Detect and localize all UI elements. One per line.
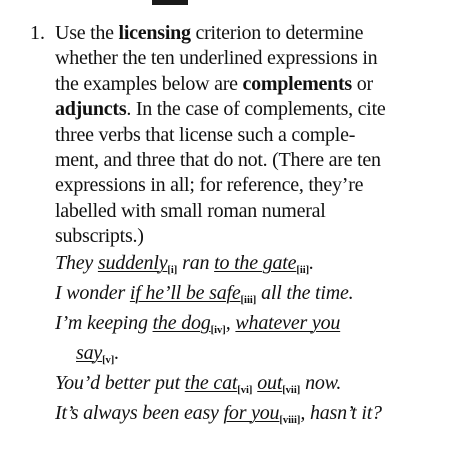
prompt-text: the examples below are — [55, 72, 243, 95]
prompt-line — [55, 97, 430, 122]
prompt-line — [55, 72, 430, 97]
prompt-line: whether the ten underlined expressions in — [55, 47, 378, 70]
example-text: They — [55, 251, 98, 274]
example-sentences — [55, 250, 430, 430]
underlined-expression: if he’ll be safe — [129, 281, 241, 304]
example-text: I’m keeping — [55, 311, 153, 334]
example-2 — [55, 280, 430, 310]
prompt-line: three verbs that license such a comple- — [55, 123, 356, 146]
roman-subscript: [ii] — [296, 264, 310, 276]
underlined-expression: out — [257, 371, 283, 394]
example-3-continued — [55, 340, 430, 370]
underlined-expression: for you — [223, 401, 280, 424]
example-text: ran — [177, 251, 215, 274]
underlined-expression: say — [76, 341, 103, 364]
roman-subscript: [viii] — [279, 414, 301, 426]
example-text: all the time. — [256, 281, 354, 304]
example-text: I wonder — [55, 281, 130, 304]
prompt-text: or — [351, 72, 373, 95]
underlined-expression: the dog — [152, 311, 211, 334]
prompt-line: ment, and three that do not. (There are ten — [55, 149, 381, 172]
example-4 — [55, 370, 430, 400]
example-text: now. — [300, 371, 342, 394]
prompt-line: labelled with small roman numeral — [55, 199, 326, 222]
roman-subscript: [v] — [102, 354, 115, 366]
bold-term: complements — [242, 72, 352, 95]
underlined-expression: the cat — [184, 371, 238, 394]
example-text: . — [309, 251, 314, 274]
prompt-line — [55, 21, 430, 46]
roman-subscript: [iii] — [240, 294, 257, 306]
roman-subscript: [vii] — [282, 384, 301, 396]
example-1 — [55, 250, 430, 280]
prompt-text: criterion to determine — [190, 22, 364, 44]
prompt-text: . In the case of complements, cite — [126, 98, 386, 121]
exercise-number: 1. — [30, 22, 45, 44]
bold-term: licensing — [118, 22, 191, 44]
prompt-line: expressions in all; for reference, they’re — [55, 174, 364, 197]
underlined-expression: to the gate — [214, 251, 297, 274]
example-text: You’d better put — [55, 371, 185, 394]
underlined-expression: whatever you — [235, 311, 341, 334]
example-5 — [55, 400, 430, 430]
exercise-1 — [30, 21, 430, 430]
top-rule — [152, 0, 188, 5]
roman-subscript: [iv] — [210, 324, 226, 336]
bold-term: adjuncts — [55, 98, 127, 121]
example-text: . — [114, 341, 120, 364]
prompt-line: subscripts.) — [55, 225, 144, 248]
example-text: , hasn’t it? — [300, 401, 382, 424]
example-text: , — [225, 311, 236, 334]
roman-subscript: [vi] — [237, 384, 253, 396]
underlined-expression: suddenly — [97, 251, 168, 274]
roman-subscript: [i] — [167, 264, 178, 276]
exercise-prompt — [55, 21, 430, 250]
prompt-text: Use the — [55, 22, 119, 44]
example-text: It’s always been easy — [55, 401, 224, 424]
example-3 — [55, 310, 430, 340]
